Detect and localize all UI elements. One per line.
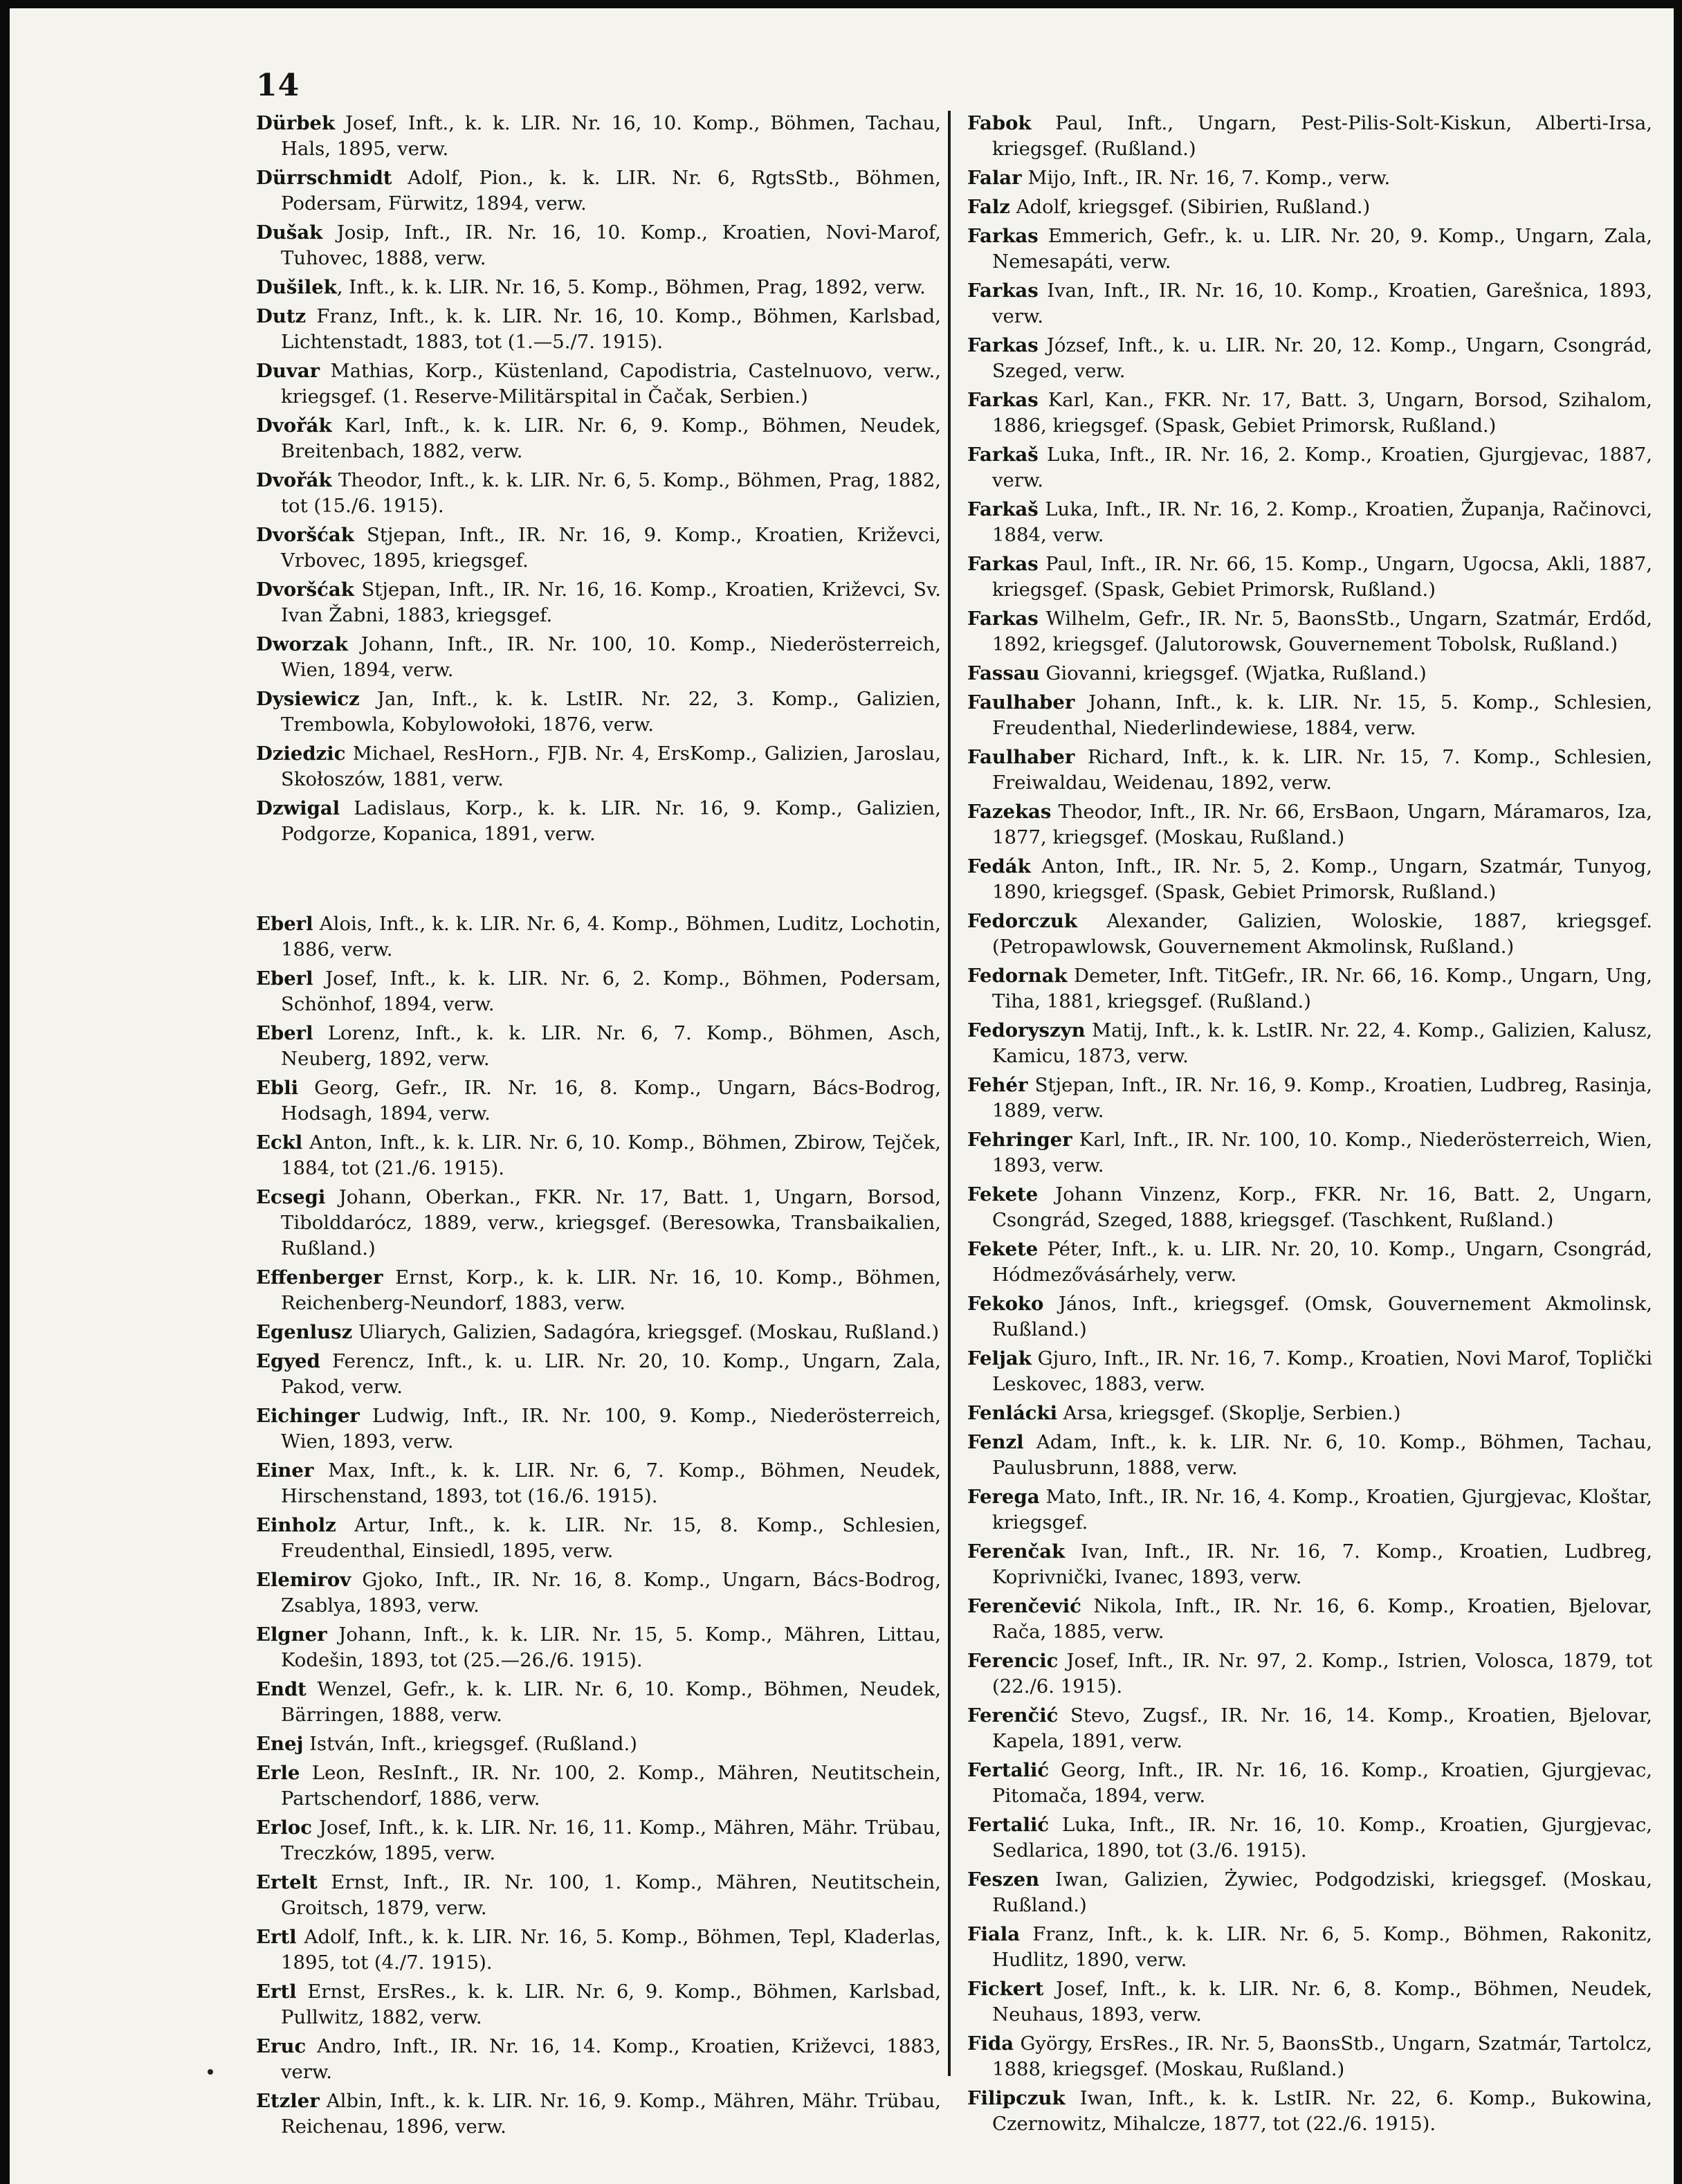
entry-surname: Fedorczuk [967, 910, 1077, 932]
entry-surname: Dušilek [256, 276, 337, 298]
register-entry [967, 1648, 1652, 1700]
entry-surname: Dworzak [256, 633, 348, 655]
entry-surname: Ferenčević [967, 1595, 1081, 1617]
entry-details: Leon, ResInft., IR. Nr. 100, 2. Komp., Mähren, Neutitschein, Partschendorf, 1886, verw. [281, 1762, 941, 1810]
entry-details: Theodor, Inft., IR. Nr. 66, ErsBaon, Ungarn, Máramaros, Iza, 1877, kriegsgef. (Moskau, Rußland.) [992, 801, 1652, 848]
entry-details: Paul, Inft., Ungarn, Pest-Pilis-Solt-Kiskun, Alberti-Irsa, kriegsgef. (Rußland.) [992, 112, 1652, 160]
entry-details: Matij, Inft., k. k. LstIR. Nr. 22, 4. Komp., Galizien, Kalusz, Kamicu, 1873, verw. [992, 1019, 1652, 1067]
entry-details: Josef, Inft., k. k. LIR. Nr. 6, 8. Komp., Böhmen, Neudek, Neuhaus, 1893, verw. [992, 1978, 1652, 2026]
left-column [256, 111, 941, 2143]
entry-details: Andro, Inft., IR. Nr. 16, 14. Komp., Kroatien, Križevci, 1883, verw. [281, 2035, 941, 2083]
column-divider [948, 111, 951, 2076]
entry-surname: Fehringer [967, 1129, 1072, 1151]
entry-details: Ivan, Inft., IR. Nr. 16, 10. Komp., Kroatien, Garešnica, 1893, verw. [992, 280, 1652, 327]
register-entry [256, 1265, 941, 1316]
register-entry [967, 1484, 1652, 1536]
entry-surname: Eckl [256, 1131, 303, 1154]
register-entry [256, 796, 941, 847]
entry-details: Uliarych, Galizien, Sadagóra, kriegsgef. (Moskau, Rußland.) [352, 1321, 940, 1343]
entry-details: Franz, Inft., k. k. LIR. Nr. 16, 10. Komp., Böhmen, Karlsbad, Lichtenstadt, 1883, tot (1.—5./7. 1915). [281, 305, 941, 353]
register-entry [967, 333, 1652, 384]
register-entry [256, 220, 941, 271]
register-entry [256, 1185, 941, 1262]
register-entry [967, 224, 1652, 275]
entry-details: Mato, Inft., IR. Nr. 16, 4. Komp., Kroatien, Gjurgjevac, Kloštar, kriegsgef. [992, 1486, 1652, 1534]
entry-surname: Endt [256, 1678, 307, 1700]
entry-surname: Eruc [256, 2035, 307, 2057]
entry-surname: Ferenčak [967, 1540, 1066, 1563]
entry-details: Paul, Inft., IR. Nr. 66, 15. Komp., Ungarn, Ugocsa, Akli, 1887, kriegsgef. (Spask, Gebiet Primorsk, Rußland.) [992, 553, 1652, 601]
entry-details: Demeter, Inft. TitGefr., IR. Nr. 66, 16. Komp., Ungarn, Ung, Tiha, 1881, kriegsgef. (Rußland.) [992, 965, 1652, 1012]
entry-surname: Ertl [256, 1926, 297, 1948]
entry-details: Ivan, Inft., IR. Nr. 16, 7. Komp., Kroatien, Ludbreg, Koprivnički, Ivanec, 1893, verw. [992, 1540, 1652, 1588]
register-entry [967, 111, 1652, 162]
entry-surname: Farkas [967, 334, 1039, 356]
entry-surname: Dürbek [256, 112, 336, 134]
entry-surname: Faulhaber [967, 746, 1075, 768]
entry-details: János, Inft., kriegsgef. (Omsk, Gouvernement Akmolinsk, Rußland.) [992, 1293, 1652, 1340]
entry-surname: Elgner [256, 1623, 327, 1646]
register-entry [256, 2089, 941, 2140]
register-entry [256, 1815, 941, 1866]
entry-details: Adolf, kriegsgef. (Sibirien, Rußland.) [1009, 196, 1371, 218]
entry-details: Nikola, Inft., IR. Nr. 16, 6. Komp., Kroatien, Bjelovar, Rača, 1885, verw. [992, 1595, 1652, 1643]
entry-surname: Dvořák [256, 415, 332, 437]
entry-details: Adam, Inft., k. k. LIR. Nr. 6, 10. Komp., Böhmen, Tachau, Paulusbrunn, 1888, verw. [992, 1431, 1652, 1479]
register-entry [967, 1073, 1652, 1124]
register-entry [967, 661, 1652, 686]
entry-details: Ferencz, Inft., k. u. LIR. Nr. 20, 10. Komp., Ungarn, Zala, Pakod, verw. [281, 1350, 941, 1398]
entry-surname: Duvar [256, 360, 320, 382]
entry-details: Emmerich, Gefr., k. u. LIR. Nr. 20, 9. Komp., Ungarn, Zala, Nemesapáti, verw. [992, 225, 1652, 273]
entry-details: Adolf, Inft., k. k. LIR. Nr. 16, 5. Komp., Böhmen, Tepl, Kladerlas, 1895, tot (4./7. 1915). [281, 1926, 941, 1974]
entry-details: Josip, Inft., IR. Nr. 16, 10. Komp., Kroatien, Novi-Marof, Tuhovec, 1888, verw. [281, 221, 941, 269]
section-gap [256, 850, 941, 911]
register-entry [967, 1182, 1652, 1233]
entry-details: Alois, Inft., k. k. LIR. Nr. 6, 4. Komp., Böhmen, Luditz, Lochotin, 1886, verw. [281, 913, 941, 961]
entry-surname: Dvoršćak [256, 524, 354, 546]
entry-details: Anton, Inft., k. k. LIR. Nr. 6, 10. Komp., Böhmen, Zbirow, Tejček, 1884, tot (21./6. 1915). [281, 1131, 941, 1179]
entry-surname: Egenlusz [256, 1321, 353, 1343]
entry-details: Johann, Inft., IR. Nr. 100, 10. Komp., Niederösterreich, Wien, 1894, verw. [281, 633, 941, 681]
entry-surname: Farkaš [967, 498, 1039, 520]
register-entry [967, 2086, 1652, 2137]
register-entry [256, 1677, 941, 1728]
entry-details: Johann, Oberkan., FKR. Nr. 17, Batt. 1, Ungarn, Borsod, Tibolddarócz, 1889, verw., kriegsgef. (Beresowka, Transbaikalien, Rußland.) [281, 1186, 941, 1259]
entry-surname: Fekoko [967, 1293, 1044, 1315]
entry-details: Karl, Kan., FKR. Nr. 17, Batt. 3, Ungarn, Borsod, Szihalom, 1886, kriegsgef. (Spask, Gebiet Primorsk, Rußland.) [992, 389, 1652, 437]
entry-surname: Farkas [967, 280, 1039, 302]
register-entry [256, 686, 941, 738]
entry-details: Ludwig, Inft., IR. Nr. 100, 9. Komp., Niederösterreich, Wien, 1893, verw. [281, 1405, 941, 1453]
entry-surname: Ebli [256, 1077, 299, 1099]
entry-details: Lorenz, Inft., k. k. LIR. Nr. 6, 7. Komp., Böhmen, Asch, Neuberg, 1892, verw. [281, 1022, 941, 1070]
entry-surname: Fiala [967, 1923, 1021, 1945]
entry-surname: Filipczuk [967, 2087, 1066, 2109]
entry-surname: Dysiewicz [256, 688, 360, 710]
entry-details: , Inft., k. k. LIR. Nr. 16, 5. Komp., Böhmen, Prag, 1892, verw. [336, 276, 926, 298]
entry-surname: Dvoršćak [256, 579, 354, 601]
register-entry [256, 111, 941, 162]
entry-details: Ladislaus, Korp., k. k. LIR. Nr. 16, 9. Komp., Galizien, Podgorze, Kopanica, 1891, verw. [281, 797, 941, 845]
entry-details: Stjepan, Inft., IR. Nr. 16, 9. Komp., Kroatien, Križevci, Vrbovec, 1895, kriegsgef. [281, 524, 941, 572]
entry-details: Johann, Inft., k. k. LIR. Nr. 15, 5. Komp., Schlesien, Freudenthal, Niederlindewiese, 1884, verw. [992, 691, 1652, 739]
entry-surname: Feljak [967, 1347, 1032, 1369]
entry-details: Johann Vinzenz, Korp., FKR. Nr. 16, Batt. 2, Ungarn, Csongrád, Szeged, 1888, kriegsgef. (Taschkent, Rußland.) [992, 1183, 1652, 1231]
entry-details: Michael, ResHorn., FJB. Nr. 4, ErsKomp., Galizien, Jaroslau, Skołoszów, 1881, verw. [281, 743, 941, 790]
register-entry [256, 1567, 941, 1619]
entry-surname: Fertalić [967, 1814, 1050, 1836]
entry-details: Richard, Inft., k. k. LIR. Nr. 15, 7. Komp., Schlesien, Freiwaldau, Weidenau, 1892, verw. [992, 746, 1652, 794]
entry-surname: Fazekas [967, 801, 1052, 823]
entry-details: Ernst, Inft., IR. Nr. 100, 1. Komp., Mähren, Neutitschein, Groitsch, 1879, verw. [281, 1871, 941, 1919]
register-entry [967, 1430, 1652, 1481]
entry-details: Arsa, kriegsgef. (Skoplje, Serbien.) [1057, 1402, 1401, 1424]
entry-details: Adolf, Pion., k. k. LIR. Nr. 6, RgtsStb., Böhmen, Podersam, Fürwitz, 1894, verw. [281, 167, 941, 215]
entry-details: Artur, Inft., k. k. LIR. Nr. 15, 8. Komp., Schlesien, Freudenthal, Einsiedl, 1895, verw. [281, 1514, 941, 1562]
entry-details: Josef, Inft., IR. Nr. 97, 2. Komp., Istrien, Volosca, 1879, tot (22./6. 1915). [992, 1650, 1652, 1698]
entry-surname: Farkaš [967, 444, 1039, 466]
register-entry [967, 1401, 1652, 1426]
register-entry [967, 854, 1652, 905]
entry-surname: Ecsegi [256, 1186, 326, 1208]
entry-surname: Einer [256, 1459, 314, 1482]
entry-surname: Elemirov [256, 1569, 351, 1591]
register-entry [256, 911, 941, 963]
register-entry [967, 552, 1652, 603]
register-entry [256, 358, 941, 410]
register-entry [967, 1867, 1652, 1918]
register-entry [256, 1513, 941, 1564]
register-entry [967, 442, 1652, 493]
entry-surname: Ferega [967, 1486, 1040, 1508]
register-entry [967, 1346, 1652, 1397]
register-entry [967, 497, 1652, 548]
entry-surname: Dürrschmidt [256, 167, 392, 189]
entry-details: Gjuro, Inft., IR. Nr. 16, 7. Komp., Kroatien, Novi Marof, Toplički Leskovec, 1883, verw. [992, 1347, 1652, 1395]
entry-details: Josef, Inft., k. k. LIR. Nr. 16, 10. Komp., Böhmen, Tachau, Hals, 1895, verw. [281, 112, 941, 160]
register-entry [256, 522, 941, 574]
entry-surname: Dvořák [256, 469, 332, 491]
entry-surname: Fertalić [967, 1759, 1050, 1781]
entry-surname: Eberl [256, 1022, 313, 1044]
entry-surname: Farkas [967, 225, 1039, 247]
entry-details: Georg, Gefr., IR. Nr. 16, 8. Komp., Ungarn, Bács-Bodrog, Hodsagh, 1894, verw. [281, 1077, 941, 1125]
entry-details: Wilhelm, Gefr., IR. Nr. 5, BaonsStb., Ungarn, Szatmár, Erdőd, 1892, kriegsgef. (Jalutorowsk, Gouvernement Tobolsk, Rußland.) [992, 608, 1652, 655]
entry-surname: Einholz [256, 1514, 336, 1536]
register-entry [967, 388, 1652, 439]
register-entry [256, 1924, 941, 1976]
register-entry [256, 1320, 941, 1345]
entry-surname: Dzwigal [256, 797, 340, 819]
register-entry [256, 413, 941, 464]
entry-surname: Fabok [967, 112, 1032, 134]
register-entry [967, 194, 1652, 220]
entry-surname: Dziedzic [256, 743, 346, 765]
register-entry [256, 632, 941, 683]
entry-details: Stjepan, Inft., IR. Nr. 16, 16. Komp., Kroatien, Križevci, Sv. Ivan Žabni, 1883, kriegsgef. [281, 579, 941, 626]
entry-surname: Dutz [256, 305, 307, 327]
entry-details: György, ErsRes., IR. Nr. 5, BaonsStb., Ungarn, Szatmár, Tartolcz, 1888, kriegsgef. (Moskau, Rußland.) [992, 2032, 1652, 2080]
entry-surname: Fekete [967, 1238, 1039, 1260]
register-entry [256, 165, 941, 217]
register-entry [256, 468, 941, 519]
register-entry [967, 1237, 1652, 1288]
register-entry [256, 1130, 941, 1181]
entry-surname: Eberl [256, 913, 313, 935]
register-entry [967, 1922, 1652, 1973]
register-entry [256, 1075, 941, 1127]
register-entry [256, 1403, 941, 1455]
register-entry [967, 278, 1652, 329]
entry-surname: Enej [256, 1733, 304, 1755]
register-entry [256, 577, 941, 628]
register-entry [967, 1018, 1652, 1069]
entry-surname: Falz [967, 196, 1010, 218]
register-entry [967, 1758, 1652, 1809]
register-entry [256, 1021, 941, 1072]
register-entry [967, 165, 1652, 191]
entry-details: Johann, Inft., k. k. LIR. Nr. 15, 5. Komp., Mähren, Littau, Kodešin, 1893, tot (25.—26./6. 1915). [281, 1623, 941, 1671]
entry-surname: Erloc [256, 1817, 312, 1839]
entry-surname: Eichinger [256, 1405, 360, 1427]
entry-details: Wenzel, Gefr., k. k. LIR. Nr. 6, 10. Komp., Böhmen, Neudek, Bärringen, 1888, verw. [281, 1678, 941, 1726]
entry-surname: Fassau [967, 662, 1040, 684]
entry-details: Jan, Inft., k. k. LstIR. Nr. 22, 3. Komp., Galizien, Trembowla, Kobylowołoki, 1876, verw. [281, 688, 941, 736]
entry-surname: Erle [256, 1762, 300, 1784]
entry-details: Alexander, Galizien, Woloskie, 1887, kriegsgef. (Petropawlowsk, Gouvernement Akmolinsk, Rußland.) [992, 910, 1652, 958]
register-entry [256, 1870, 941, 1921]
print-speck [208, 2069, 213, 2075]
register-entry [967, 909, 1652, 960]
entry-surname: Fekete [967, 1183, 1039, 1205]
register-entry [967, 1812, 1652, 1864]
entry-details: József, Inft., k. u. LIR. Nr. 20, 12. Komp., Ungarn, Csongrád, Szeged, verw. [992, 334, 1652, 382]
register-entry [967, 799, 1652, 850]
entry-details: Georg, Inft., IR. Nr. 16, 16. Komp., Kroatien, Gjurgjevac, Pitomača, 1894, verw. [992, 1759, 1652, 1807]
entry-surname: Fehér [967, 1074, 1028, 1096]
entry-surname: Ertelt [256, 1871, 318, 1893]
entry-surname: Farkas [967, 389, 1039, 411]
entry-surname: Fida [967, 2032, 1014, 2055]
entry-surname: Fenzl [967, 1431, 1024, 1453]
entry-surname: Falar [967, 167, 1022, 189]
entry-details: Stjepan, Inft., IR. Nr. 16, 9. Komp., Kroatien, Ludbreg, Rasinja, 1889, verw. [992, 1074, 1652, 1122]
entry-surname: Etzler [256, 2090, 320, 2112]
entry-surname: Ertl [256, 1981, 297, 2003]
register-entry [256, 1622, 941, 1673]
entry-details: Gjoko, Inft., IR. Nr. 16, 8. Komp., Ungarn, Bács-Bodrog, Zsablya, 1893, verw. [281, 1569, 941, 1617]
entry-details: Karl, Inft., k. k. LIR. Nr. 6, 9. Komp., Böhmen, Neudek, Breitenbach, 1882, verw. [281, 415, 941, 462]
entry-details: Anton, Inft., IR. Nr. 5, 2. Komp., Ungarn, Szatmár, Tunyog, 1890, kriegsgef. (Spask, Gebiet Primorsk, Rußland.) [992, 855, 1652, 903]
entry-surname: Effenberger [256, 1266, 383, 1289]
register-entry [967, 963, 1652, 1014]
register-entry [256, 966, 941, 1017]
register-entry [256, 1731, 941, 1757]
entry-surname: Fedornak [967, 965, 1068, 987]
entry-details: Karl, Inft., IR. Nr. 100, 10. Komp., Niederösterreich, Wien, 1893, verw. [992, 1129, 1652, 1176]
register-entry [967, 1291, 1652, 1343]
register-entry [967, 1127, 1652, 1179]
entry-surname: Fedák [967, 855, 1031, 877]
entry-surname: Eberl [256, 967, 313, 990]
entry-surname: Feszen [967, 1868, 1040, 1891]
entry-details: Mijo, Inft., IR. Nr. 16, 7. Komp., verw. [1021, 167, 1391, 189]
register-entry [256, 1760, 941, 1812]
entry-details: Ernst, ErsRes., k. k. LIR. Nr. 6, 9. Komp., Böhmen, Karlsbad, Pullwitz, 1882, verw. [281, 1981, 941, 2028]
entry-details: Albin, Inft., k. k. LIR. Nr. 16, 9. Komp., Mähren, Mähr. Trübau, Reichenau, 1896, verw. [281, 2090, 941, 2138]
right-column [967, 111, 1652, 2140]
entry-details: Josef, Inft., k. k. LIR. Nr. 16, 11. Komp., Mähren, Mähr. Trübau, Treczków, 1895, verw. [281, 1817, 941, 1864]
entry-surname: Ferencic [967, 1650, 1059, 1672]
entry-details: Theodor, Inft., k. k. LIR. Nr. 6, 5. Komp., Böhmen, Prag, 1882, tot (15./6. 1915). [281, 469, 941, 517]
entry-surname: Egyed [256, 1350, 320, 1372]
entry-details: Ernst, Korp., k. k. LIR. Nr. 16, 10. Komp., Böhmen, Reichenberg-Neundorf, 1883, verw. [281, 1266, 941, 1314]
register-entry [256, 304, 941, 355]
entry-surname: Fedoryszyn [967, 1019, 1086, 1041]
entry-details: Franz, Inft., k. k. LIR. Nr. 6, 5. Komp., Böhmen, Rakonitz, Hudlitz, 1890, verw. [992, 1923, 1652, 1971]
entry-details: Iwan, Galizien, Żywiec, Podgodziski, kriegsgef. (Moskau, Rußland.) [992, 1868, 1652, 1916]
register-entry [967, 1976, 1652, 2028]
register-entry [256, 1979, 941, 2030]
register-entry [967, 2031, 1652, 2082]
register-entry [256, 1349, 941, 1400]
register-entry [256, 741, 941, 792]
entry-details: Péter, Inft., k. u. LIR. Nr. 20, 10. Komp., Ungarn, Csongrád, Hódmezővásárhely, verw. [992, 1238, 1652, 1286]
register-entry [256, 2034, 941, 2085]
entry-details: Luka, Inft., IR. Nr. 16, 2. Komp., Kroatien, Gjurgjevac, 1887, verw. [992, 444, 1652, 491]
register-entry [967, 690, 1652, 741]
register-entry [967, 1539, 1652, 1590]
register-entry [967, 745, 1652, 796]
entry-details: Iwan, Inft., k. k. LstIR. Nr. 22, 6. Komp., Bukowina, Czernowitz, Mihalcze, 1877, tot (22./6. 1915). [992, 2087, 1652, 2135]
entry-surname: Fenlácki [967, 1402, 1058, 1424]
entry-details: Stevo, Zugsf., IR. Nr. 16, 14. Komp., Kroatien, Bjelovar, Kapela, 1891, verw. [992, 1704, 1652, 1752]
entry-details: Giovanni, kriegsgef. (Wjatka, Rußland.) [1039, 662, 1427, 684]
entry-surname: Dušak [256, 221, 323, 244]
register-entry [256, 1458, 941, 1509]
entry-details: Mathias, Korp., Küstenland, Capodistria, Castelnuovo, verw., kriegsgef. (1. Reserve-Militärspital in Čačak, Serbien.) [281, 360, 941, 408]
entry-surname: Faulhaber [967, 691, 1075, 713]
entry-details: Luka, Inft., IR. Nr. 16, 10. Komp., Kroatien, Gjurgjevac, Sedlarica, 1890, tot (3./6. 1915). [992, 1814, 1652, 1862]
entry-surname: Farkas [967, 608, 1039, 630]
entry-surname: Fickert [967, 1978, 1044, 2000]
entry-surname: Ferenčić [967, 1704, 1059, 1727]
register-entry [967, 1594, 1652, 1645]
register-entry [256, 275, 941, 300]
entry-surname: Farkas [967, 553, 1039, 575]
entry-details: Luka, Inft., IR. Nr. 16, 2. Komp., Kroatien, Županja, Račinovci, 1884, verw. [992, 498, 1652, 546]
entry-details: István, Inft., kriegsgef. (Rußland.) [303, 1733, 637, 1755]
entry-details: Josef, Inft., k. k. LIR. Nr. 6, 2. Komp., Böhmen, Podersam, Schönhof, 1894, verw. [281, 967, 941, 1015]
page-number: 14 [256, 68, 300, 103]
register-entry [967, 1703, 1652, 1754]
entry-details: Max, Inft., k. k. LIR. Nr. 6, 7. Komp., Böhmen, Neudek, Hirschenstand, 1893, tot (16./6. 1915). [281, 1459, 941, 1507]
register-entry [967, 606, 1652, 657]
